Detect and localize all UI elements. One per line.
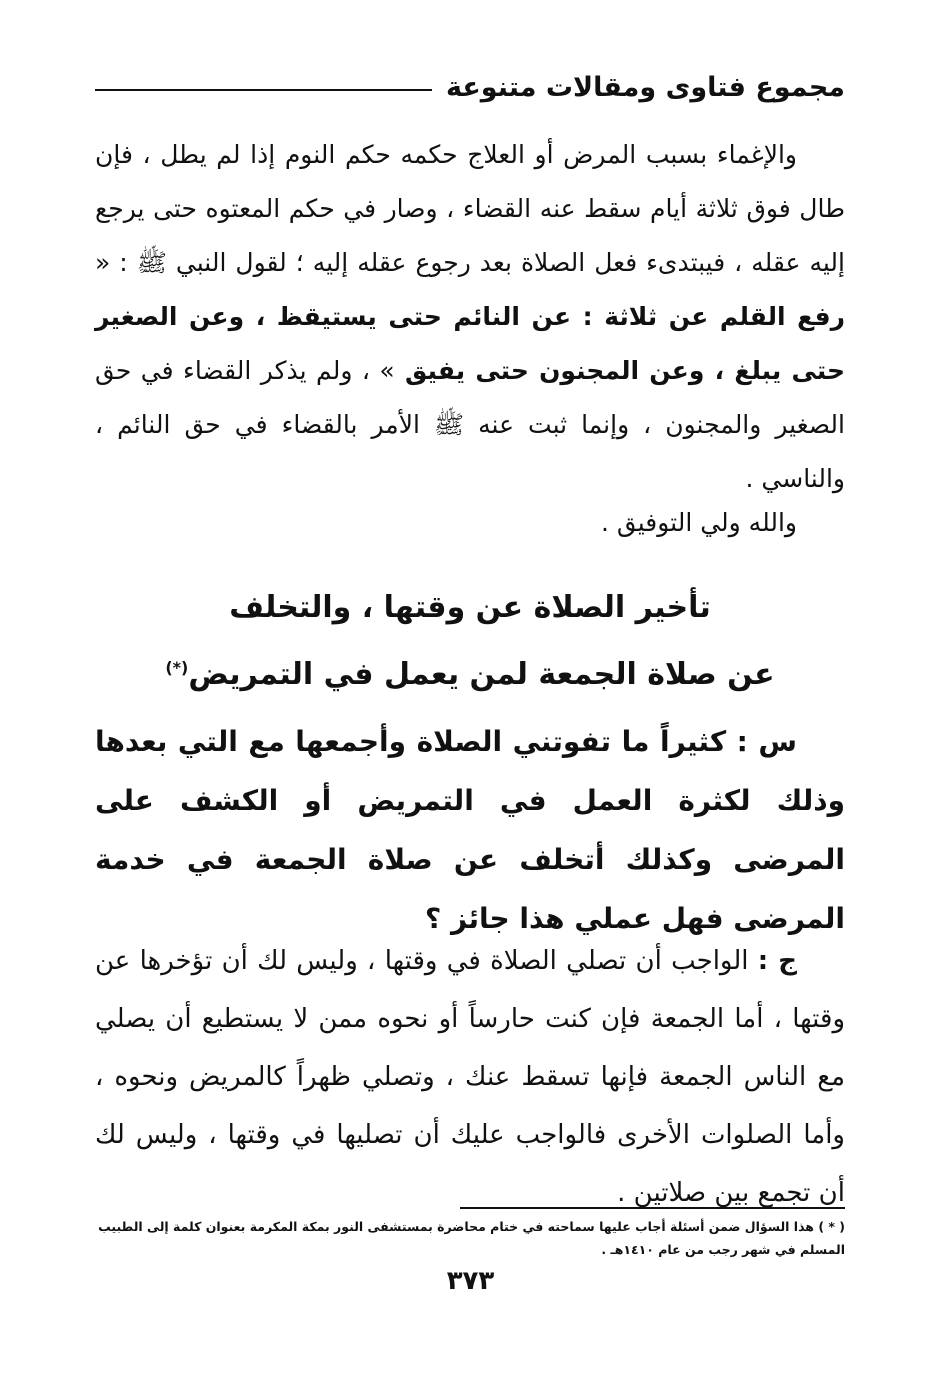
answer-label: ج : (757, 946, 797, 976)
hadith-quote: رفع القلم عن ثلاثة : عن النائم حتى يستيقظ ، وعن الصغير حتى يبلغ ، وعن المجنون حتى يفيق (95, 302, 846, 385)
closing-line: والله ولي التوفيق . (601, 508, 797, 537)
paragraph-text: والإغماء بسبب المرض أو العلاج حكمه حكم النوم إذا لم يطل ، فإن طال فوق ثلاثة أيام سقط عنه القضاء ، وصار في حكم المعتوه حتى يرجع إليه عقله ، فيبتدىء فعل الصلاة بعد رجوع عقله إليه ؛ لقول النبي ﷺ : « (95, 140, 845, 277)
footnote: ( * ) هذا السؤال ضمن أسئلة أجاب عليها سماحته في ختام محاضرة بمستشفى النور بمكة المكرمة بعنوان كلمة إلى الطبيب المسلم في شهر رجب من عام ١٤١٠هـ . (98, 1219, 845, 1257)
section-title-line-2 (95, 638, 845, 705)
footnote-rule (460, 1207, 845, 1209)
book-title: مجموع فتاوى ومقالات متنوعة (445, 71, 845, 103)
paragraph-fainting-ruling (95, 128, 845, 506)
paragraph-tail: » ، ولم يذكر القضاء في حق الصغير والمجنون ، وإنما ثبت عنه ﷺ الأمر بالقضاء في حق النائم ، والناسي . (95, 356, 845, 493)
footnote-marker: (*) (165, 658, 189, 677)
header-rule (95, 89, 432, 91)
answer-text (95, 932, 845, 1222)
section-title-line-2-text: عن صلاة الجمعة لمن يعمل في التمريض (188, 657, 775, 692)
answer-body: الواجب أن تصلي الصلاة في وقتها ، وليس لك أن تؤخرها عن وقتها ، أما الجمعة فإن كنت حارساً أو نحوه ممن لا يستطيع أن يصلي مع الناس الجمعة فإنها تسقط عنك ، وتصلي ظهراً كالمريض ونحوه ، وأما الصلوات الأخرى فالواجب عليك أن تصليها في وقتها ، وليس لك أن تجمع بين صلاتين . (95, 946, 845, 1208)
page-number: ٣٧٣ (446, 1266, 495, 1296)
section-title (95, 578, 845, 705)
section-title-line-1: تأخير الصلاة عن وقتها ، والتخلف (229, 590, 711, 625)
question-text: س : كثيراً ما تفوتني الصلاة وأجمعها مع التي بعدها وذلك لكثرة العمل في التمريض أو الكشف على المرضى وكذلك أتخلف عن صلاة الجمعة في خدمة المرضى فهل عملي هذا جائز ؟ (95, 725, 845, 935)
running-header (95, 62, 845, 112)
